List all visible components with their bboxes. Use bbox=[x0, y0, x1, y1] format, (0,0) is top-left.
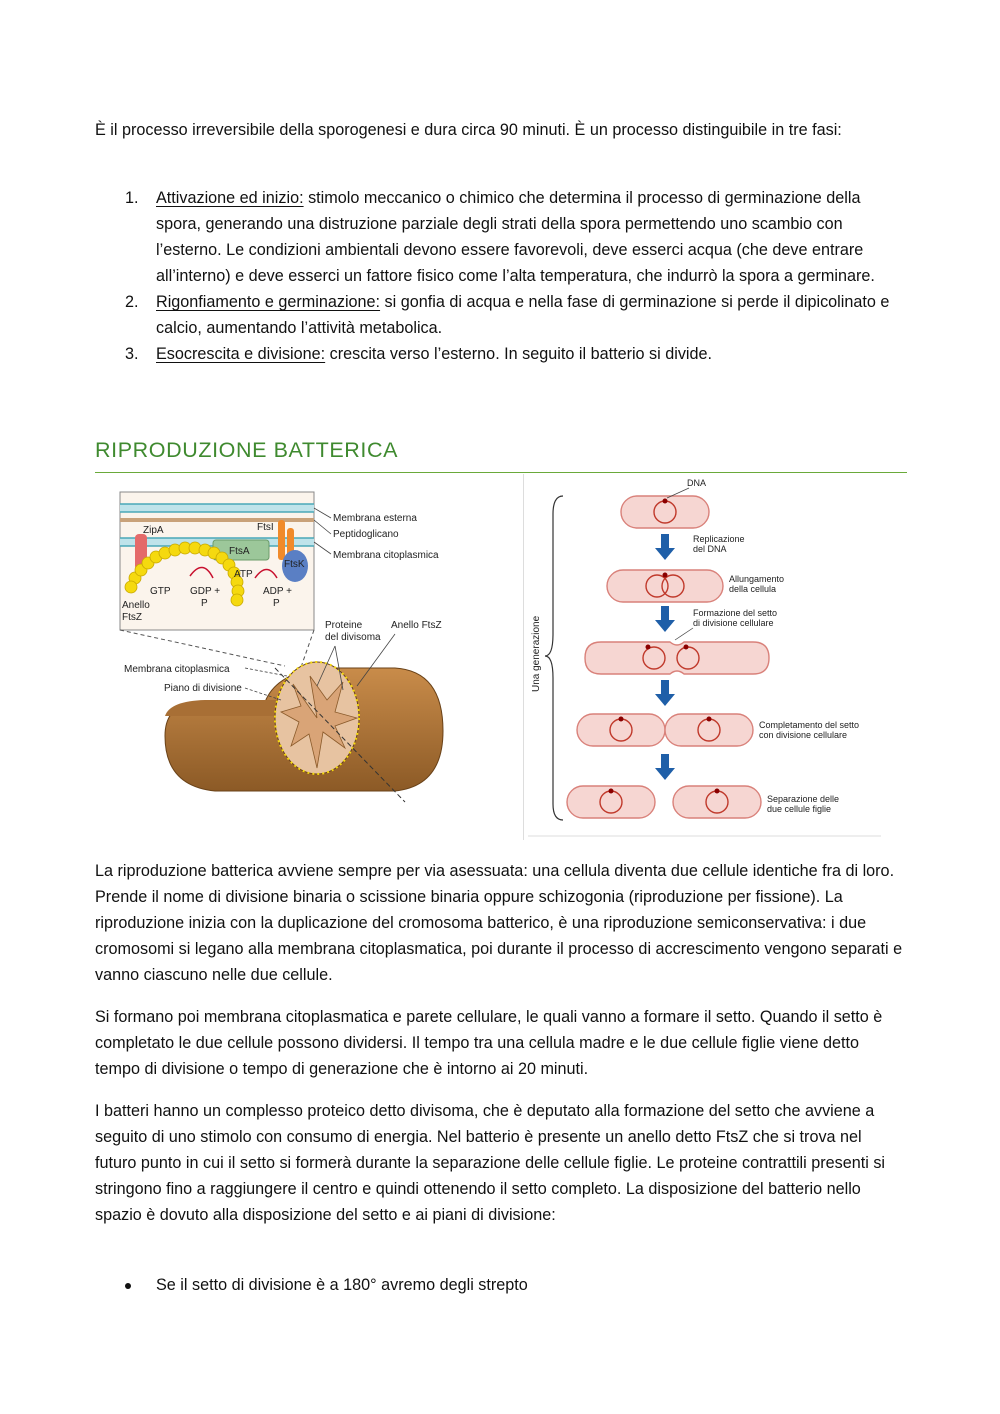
list-item bbox=[95, 341, 907, 367]
list-item bbox=[95, 1272, 907, 1298]
down-arrow bbox=[655, 606, 675, 632]
germination-steps-list bbox=[95, 185, 907, 367]
step-text: si gonfia di acqua e nella fase di germinazione si perde il dipicolinato e calcio, aumentando l’attività metabolica. bbox=[156, 293, 890, 337]
bullet-icon bbox=[125, 1283, 131, 1289]
list-item bbox=[95, 185, 907, 289]
outer-membrane bbox=[120, 504, 314, 512]
generation-label: Una generazione bbox=[531, 615, 542, 692]
ftsz-ring-label: Anello FtsZ bbox=[391, 620, 442, 631]
generation-brace bbox=[545, 496, 563, 820]
elongation-label: Allungamento bbox=[729, 574, 785, 584]
body-paragraph: I batteri hanno un complesso proteico detto divisoma, che è deputato alla formazione del setto che avviene a seguito di uno stimolo con consumo di energia. Nel batterio è presente un anello detto FtsZ che si trova nel futuro punto in cui il setto si formerà durante la separazione delle cellule figlie. Le proteine contrattili presenti si stringono fino a raggiungere il centro e quindi ottenendo il setto completo. La disposizione del batterio nello spazio è dovuto alla disposizione del setto e ai piani di divisione: bbox=[95, 1102, 886, 1224]
septum-formation-label: Formazione del setto bbox=[693, 608, 778, 618]
peptidoglycan-layer bbox=[120, 518, 314, 522]
body-text bbox=[95, 858, 907, 1244]
division-plane-label: Piano di divisione bbox=[164, 683, 242, 694]
list-item bbox=[95, 289, 907, 341]
septum-completion-label: Completamento del setto bbox=[759, 720, 860, 730]
down-arrow bbox=[655, 534, 675, 560]
list-number: 3. bbox=[125, 345, 139, 363]
step-label: Rigonfiamento e germinazione: bbox=[156, 293, 381, 311]
septum-formation-label: di divisione cellulare bbox=[693, 618, 774, 628]
separation-label: Separazione delle bbox=[767, 794, 840, 804]
bullet-text: Se il setto di divisione è a 180° avremo degli strepto bbox=[156, 1276, 528, 1294]
anello-label: Anello bbox=[122, 600, 150, 611]
heading-rule bbox=[95, 472, 907, 473]
outer-membrane-label: Membrana esterna bbox=[333, 513, 417, 524]
cytoplasmic-membrane-label: Membrana citoplasmica bbox=[333, 550, 439, 561]
pi-label: P bbox=[273, 598, 280, 609]
atp-label: ATP bbox=[234, 569, 253, 580]
separation-label: due cellule figlie bbox=[767, 804, 832, 814]
septum-completion-label: con divisione cellulare bbox=[759, 730, 848, 740]
cytoplasmic-membrane-label: Membrana citoplasmica bbox=[124, 664, 230, 675]
list-number: 2. bbox=[125, 293, 139, 311]
body-paragraph: La riproduzione batterica avviene sempre per via asessuata: una cellula diventa due cellule identiche fra di loro. Prende il nome di divisione binaria o scissione binaria oppure schizogonia (riproduzione per fissione). La riproduzione inizia con la duplicazione del cromosoma batterico, è una riproduzione semiconservativa: i due cromosomi si legano alla membrana citoplasmatica, poi durante il processo di accrescimento vengono separati e vanno ciascuno nelle due cellule. bbox=[95, 862, 903, 984]
gdp-label: GDP + bbox=[190, 586, 221, 597]
ftsk-label: FtsK bbox=[284, 559, 305, 570]
down-arrow bbox=[655, 754, 675, 780]
bullet-list bbox=[95, 1272, 907, 1298]
ftsi-label: FtsI bbox=[257, 522, 274, 533]
ftsz-label: FtsZ bbox=[122, 612, 142, 623]
ftsi-protein bbox=[278, 520, 285, 560]
step-label: Esocrescita e divisione: bbox=[156, 345, 326, 363]
body-paragraph: Si formano poi membrana citoplasmatica e parete cellulare, le quali vanno a formare il setto. Quando il setto è completato le due cellule possono dividersi. Il tempo tra una cellula madre e le due cellule figlie viene detto tempo di divisione o tempo di generazione che è intorno ai 20 minuti. bbox=[95, 1008, 883, 1078]
replication-label: del DNA bbox=[693, 544, 727, 554]
section-heading: RIPRODUZIONE BATTERICA bbox=[95, 438, 399, 462]
gtp-label: GTP bbox=[150, 586, 171, 597]
intro-paragraph: È il processo irreversibile della sporogenesi e dura circa 90 minuti. È un processo distinguibile in tre fasi: bbox=[95, 121, 842, 139]
divisome-proteins-label: del divisoma bbox=[325, 632, 381, 643]
step-label: Attivazione ed inizio: bbox=[156, 189, 304, 207]
divisome-figure bbox=[95, 486, 461, 804]
down-arrow bbox=[655, 680, 675, 706]
list-number: 1. bbox=[125, 189, 139, 207]
dna-label: DNA bbox=[687, 478, 707, 488]
pi-label: P bbox=[201, 598, 208, 609]
step-text: crescita verso l’esterno. In seguito il batterio si divide. bbox=[325, 345, 713, 363]
ftsa-label: FtsA bbox=[229, 546, 250, 557]
binary-fission-figure bbox=[523, 474, 893, 840]
zipa-label: ZipA bbox=[143, 525, 164, 536]
peptidoglycan-label: Peptidoglicano bbox=[333, 529, 399, 540]
adp-label: ADP + bbox=[263, 586, 292, 597]
divisome-proteins-label: Proteine bbox=[325, 620, 363, 631]
replication-label: Replicazione bbox=[693, 534, 745, 544]
step-text: stimolo meccanico o chimico che determina il processo di germinazione della spora, generando una distruzione parziale degli strati della spora permettendo uno scambio con l’esterno. Le condizioni ambientali devono essere favorevoli, deve esserci acqua (che deve entrare all’interno) e deve esserci un fattore fisico come l’alta temperatura, che indurrò la spora a germinare. bbox=[156, 189, 875, 285]
elongation-label: della cellula bbox=[729, 584, 777, 594]
